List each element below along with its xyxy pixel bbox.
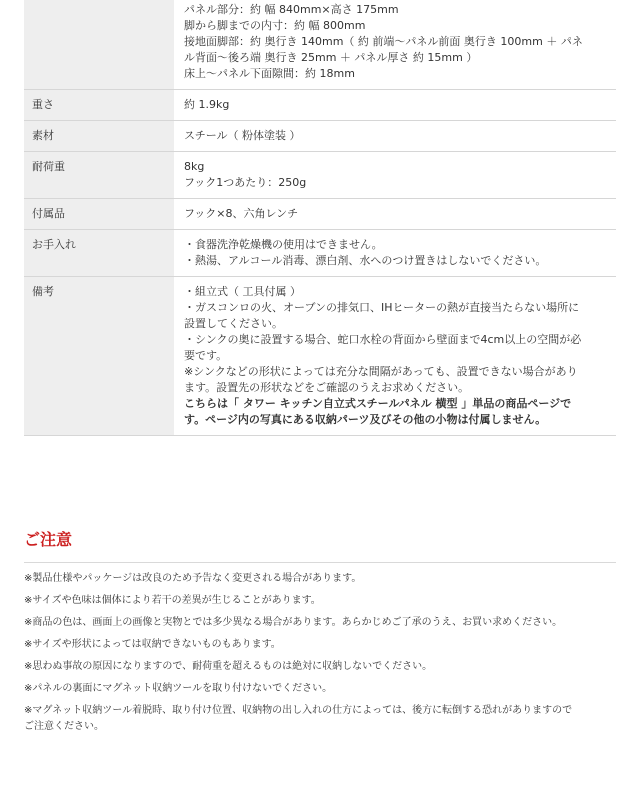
spec-value-line: ル背面〜後ろ端 奥行き 25mm ＋ パネル厚さ 約 15mm ）	[184, 51, 478, 64]
spec-label: 重さ	[24, 90, 174, 121]
spec-value	[174, 199, 616, 230]
caution-note	[24, 593, 616, 609]
spec-value	[174, 152, 616, 199]
spec-row-material	[24, 121, 616, 152]
spec-value-line: フック1つあたり：250g	[184, 176, 307, 189]
spec-row-remarks	[24, 277, 616, 436]
caution-divider	[24, 562, 616, 563]
spec-value-line: ます。設置先の形状などをご確認のうえお求めください。	[184, 381, 470, 394]
spec-value-line: フック×8、六角レンチ	[184, 207, 299, 220]
spec-label: 備考	[24, 277, 174, 436]
caution-note-line: ※マグネット収納ツール着脱時、取り付け位置、収納物の出し入れの仕方によっては、後方に転倒する恐れがありますので	[24, 705, 573, 716]
spec-label: 素材	[24, 121, 174, 152]
caution-section	[24, 528, 616, 741]
spec-value-line: 設置してください。	[184, 317, 283, 330]
spec-value-line-bold: こちらは「 タワー キッチン自立式スチールパネル 横型 」単品の商品ページで	[184, 397, 572, 410]
spec-value	[174, 0, 616, 90]
caution-note-line: ご注意ください。	[24, 721, 104, 732]
caution-note-line: ※サイズや形状によっては収納できないものもあります。	[24, 639, 281, 650]
spec-value	[174, 121, 616, 152]
caution-note	[24, 571, 616, 587]
spec-value-line: 接地面脚部：約 奥行き 140mm（ 約 前端〜パネル前面 奥行き 100mm ＋ パネ	[184, 35, 583, 48]
caution-note-line: ※商品の色は、画面上の画像と実物とでは多少異なる場合があります。あらかじめご了承のうえ、お買い求めください。	[24, 617, 563, 628]
spec-table	[24, 0, 616, 436]
spec-value-line: 脚から脚までの内寸：約 幅 800mm	[184, 19, 366, 32]
caution-note	[24, 615, 616, 631]
spec-label: 付属品	[24, 199, 174, 230]
caution-note	[24, 659, 616, 675]
spec-value-line: ・シンクの奥に設置する場合、蛇口水栓の背面から壁面まで4cm以上の空間が必	[184, 333, 582, 346]
spec-value-line: 8kg	[184, 160, 205, 173]
spec-value-line: ・組立式（ 工具付属 ）	[184, 285, 301, 298]
caution-note	[24, 703, 616, 735]
spec-value	[174, 90, 616, 121]
spec-row-weight	[24, 90, 616, 121]
caution-note-line: ※サイズや色味は個体により若干の差異が生じることがあります。	[24, 595, 321, 606]
spec-value	[174, 230, 616, 277]
spec-value-line: ・食器洗浄乾燥機の使用はできません。	[184, 238, 383, 251]
spec-row-accessories	[24, 199, 616, 230]
spec-label: 耐荷重	[24, 152, 174, 199]
spec-label: お手入れ	[24, 230, 174, 277]
spec-value-line: 要です。	[184, 349, 228, 362]
caution-note-line: ※パネルの裏面にマグネット収納ツールを取り付けないでください。	[24, 683, 333, 694]
spec-row-care	[24, 230, 616, 277]
spec-value-line: スチール（ 粉体塗装 ）	[184, 129, 301, 142]
spec-value-line: ・ガスコンロの火、オーブンの排気口、IHヒーターの熱が直接当たらない場所に	[184, 301, 580, 314]
spec-value	[174, 277, 616, 436]
spec-value-line: パネル部分：約 幅 840mm×高さ 175mm	[184, 3, 399, 16]
caution-note	[24, 637, 616, 653]
caution-title: ご注意	[24, 530, 73, 549]
caution-note	[24, 681, 616, 697]
spec-value-line: ・熱湯、アルコール消毒、漂白剤、水へのつけ置きはしないでください。	[184, 254, 547, 267]
caution-note-line: ※製品仕様やパッケージは改良のため予告なく変更される場合があります。	[24, 573, 362, 584]
spec-value-line: 床上〜パネル下面隙間：約 18mm	[184, 67, 355, 80]
spec-row-load-capacity	[24, 152, 616, 199]
spec-value-line: ※シンクなどの形状によっては充分な間隔があっても、設置できない場合があり	[184, 365, 578, 378]
spec-value-line-bold: す。ページ内の写真にある収納パーツ及びその他の小物は付属しません。	[184, 413, 547, 426]
spec-label	[24, 0, 174, 90]
spec-value-line: 約 1.9kg	[184, 98, 230, 111]
caution-note-line: ※思わぬ事故の原因になりますので、耐荷重を超えるものは絶対に収納しないでください。	[24, 661, 433, 672]
spec-row-dimensions	[24, 0, 616, 90]
